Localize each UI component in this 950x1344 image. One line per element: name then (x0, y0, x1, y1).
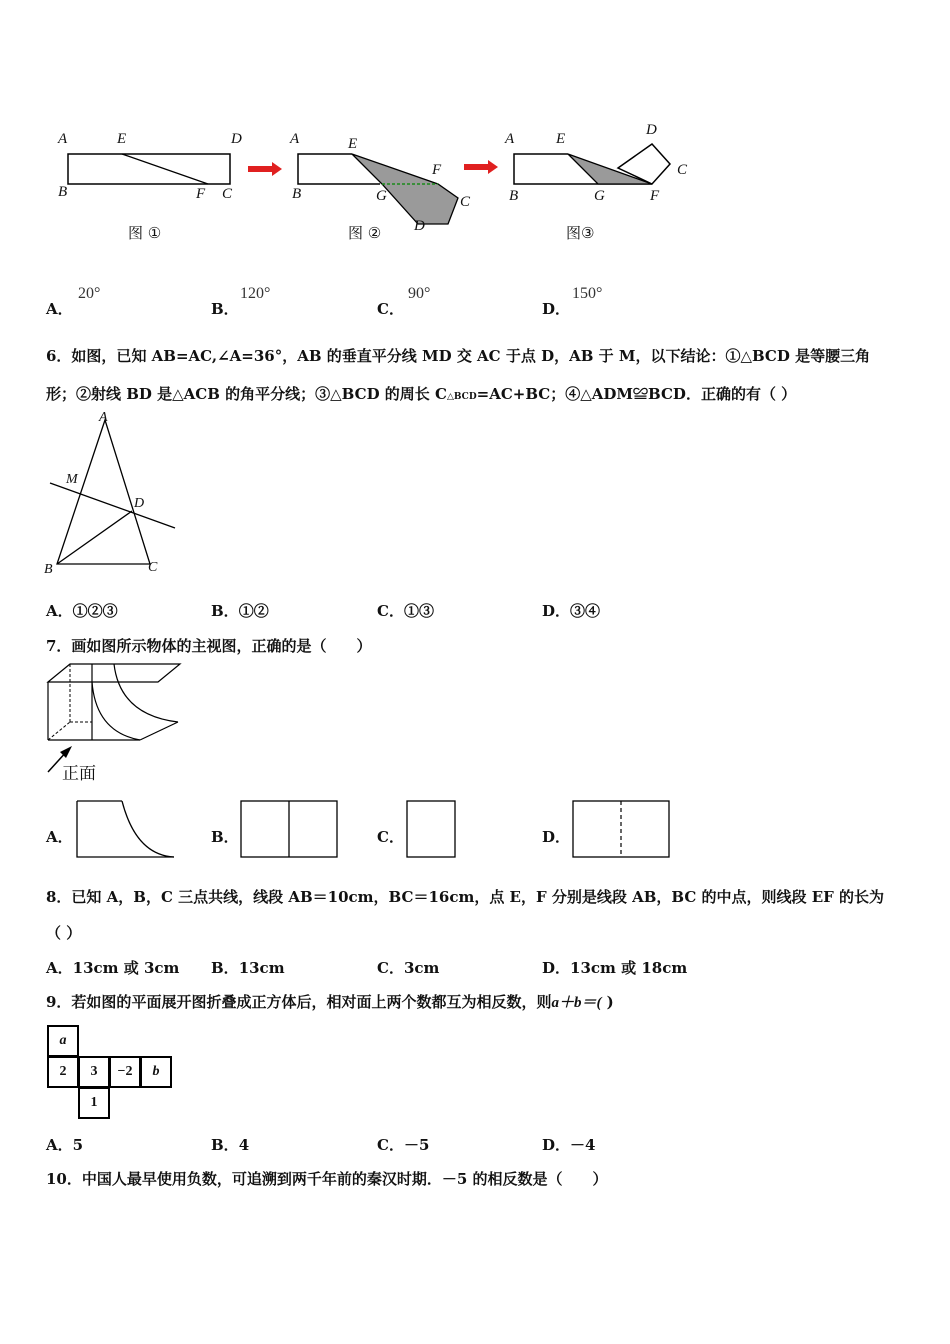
q9-option-a[interactable]: A．5 (46, 1136, 84, 1154)
q7-option-b-figure[interactable] (240, 800, 340, 860)
label-E: E (556, 131, 566, 147)
label-A: A (290, 131, 300, 147)
label-F: F (196, 186, 206, 202)
arrow-icon (248, 162, 282, 176)
fig1-rectangle (68, 154, 230, 184)
label-D: D (231, 131, 242, 147)
net-cell: 2 (47, 1056, 79, 1088)
q7-text: 7．画如图所示物体的主视图，正确的是（ ） (46, 637, 372, 655)
net-cell: b (140, 1056, 172, 1088)
q7-front-label: 正面 (62, 764, 96, 784)
label-F: F (432, 162, 442, 178)
net-cell: 3 (78, 1056, 110, 1088)
net-cell: −2 (109, 1056, 141, 1088)
label-E: E (117, 131, 127, 147)
q8-option-c[interactable]: C．3cm (377, 959, 440, 977)
q5-option-b[interactable]: B． (211, 300, 239, 318)
label-C: C (677, 162, 688, 178)
label-G: G (376, 188, 387, 204)
label-D: D (646, 122, 657, 138)
q5-option-c-value: 90° (408, 285, 431, 302)
q8-text-line1: 8．已知 A，B，C 三点共线，线段 AB＝10cm，BC＝16cm，点 E，F 分别是线段 AB，BC 的中点，则线段 EF 的长为 (46, 888, 885, 906)
q6-option-c[interactable]: C．①③ (377, 602, 434, 620)
q7-option-c-figure[interactable] (406, 800, 458, 860)
fig2-caption: 图 ② (348, 224, 382, 242)
q9-text: 9．若如图的平面展开图折叠成正方体后，相对面上两个数都互为相反数，则a＋b＝( ) (46, 993, 614, 1011)
q8-text-line2: （ ） (46, 924, 82, 942)
label-D: D (134, 496, 145, 511)
q6-text-line1: 6．如图，已知 AB=AC,∠A=36°，AB 的垂直平分线 MD 交 AC 于点 D，AB 于 M，以下结论：①△BCD 是等腰三角 (46, 347, 871, 365)
label-A: A (58, 131, 68, 147)
q10-text: 10．中国人最早使用负数，可追溯到两千年前的秦汉时期．－5 的相反数是（ ） (46, 1170, 608, 1188)
label-C: C (460, 194, 471, 210)
q7-option-a[interactable]: A． (46, 828, 73, 846)
q7-option-a-figure[interactable] (76, 800, 176, 860)
label-B: B (58, 184, 68, 200)
label-B: B (292, 186, 302, 202)
label-G: G (594, 188, 605, 204)
net-cell-bottom: 1 (78, 1087, 110, 1119)
label-A: A (505, 131, 515, 147)
q6-option-d[interactable]: D．③④ (542, 602, 601, 620)
q8-option-a[interactable]: A．13cm 或 3cm (46, 959, 180, 977)
q5-option-a[interactable]: A． (46, 300, 73, 318)
fig1-caption: 图 ① (128, 224, 162, 242)
q5-option-d[interactable]: D． (542, 300, 571, 318)
q5-option-c[interactable]: C． (377, 300, 404, 318)
label-M: M (66, 472, 78, 487)
q7-option-b[interactable]: B． (211, 828, 239, 846)
label-B: B (509, 188, 519, 204)
fig3-folded-part (568, 154, 652, 184)
q9-option-d[interactable]: D．－4 (542, 1136, 596, 1154)
label-B: B (44, 562, 53, 577)
q6-option-b[interactable]: B．①② (211, 602, 269, 620)
fig1-fold-line (122, 154, 208, 184)
label-D: D (414, 218, 425, 234)
q8-option-d[interactable]: D．13cm 或 18cm (542, 959, 688, 977)
q5-option-a-value: 20° (78, 285, 101, 302)
q7-option-d-figure[interactable] (572, 800, 672, 860)
q8-option-b[interactable]: B．13cm (211, 959, 285, 977)
label-E: E (348, 136, 358, 152)
q5-option-d-value: 150° (572, 285, 603, 302)
q9-option-c[interactable]: C．－5 (377, 1136, 430, 1154)
q6-option-a[interactable]: A．①②③ (46, 602, 118, 620)
q6-text-line2: 形；②射线 BD 是△ACB 的角平分线；③△BCD 的周长 C△BCD=AC+BC；④△ADM≌BCD．正确的有（ ） (46, 385, 797, 403)
q5-option-b-value: 120° (240, 285, 271, 302)
label-C: C (222, 186, 233, 202)
q9-option-b[interactable]: B．4 (211, 1136, 250, 1154)
fig3-caption: 图③ (566, 224, 595, 242)
net-cell-top: a (47, 1025, 79, 1057)
label-C: C (148, 560, 158, 575)
q6-triangle-figure (40, 410, 190, 580)
q9-cube-net (47, 1025, 177, 1121)
fig2-folded-part (352, 154, 458, 224)
q7-option-c[interactable]: C． (377, 828, 404, 846)
q7-option-d[interactable]: D． (542, 828, 571, 846)
label-F: F (650, 188, 660, 204)
arrow-icon (464, 160, 498, 174)
label-A: A (99, 410, 108, 425)
